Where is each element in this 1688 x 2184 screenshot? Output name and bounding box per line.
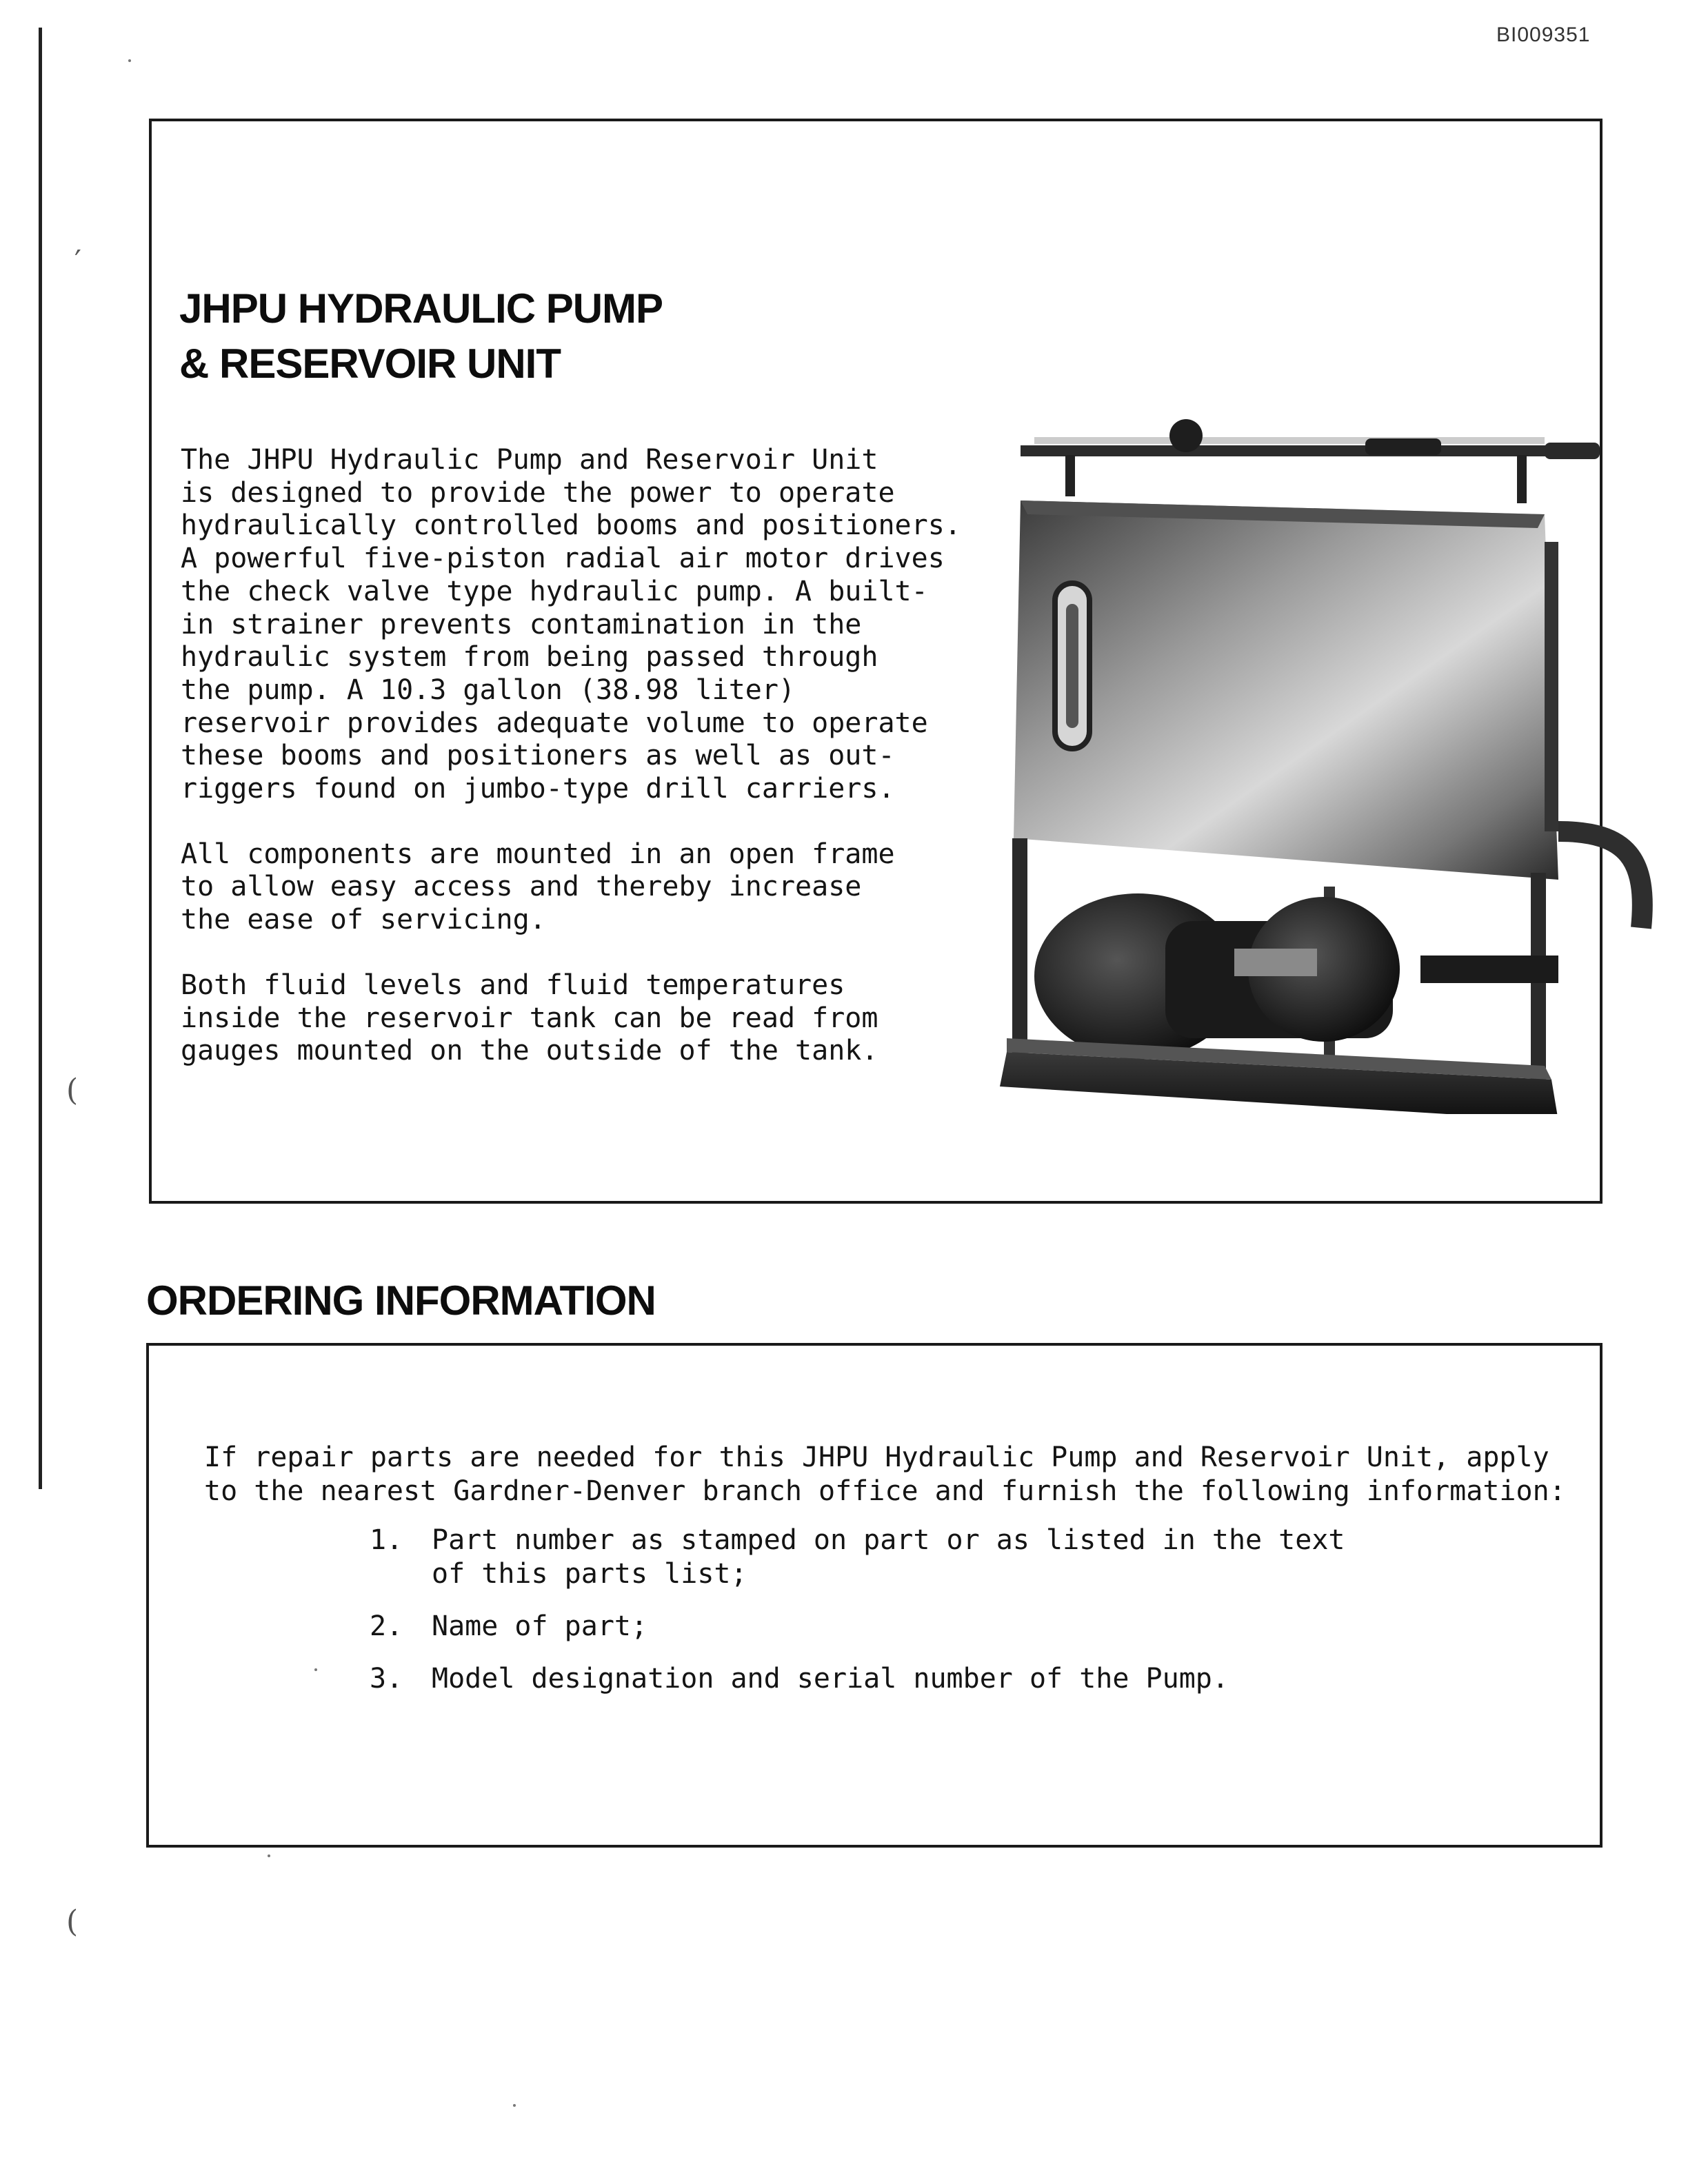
description-paragraph-1: The JHPU Hydraulic Pump and Reservoir Unit is designed to provide the power to operate hydraulically controlled booms and positioners. A powerful five-piston radial air motor drives the check valve type hydraulic pump. A built- in strainer prevents contamination in the hydraulic system from being passed through the pump. A 10.3 gallon (38.98 liter) reservoir provides adequate volume to operate these booms and positioners as well as out- riggers found on jumbo-type drill carriers. — [181, 444, 961, 805]
speck — [268, 1854, 270, 1857]
speck — [513, 2104, 516, 2107]
list-item-text: Name of part; — [432, 1610, 648, 1642]
margin-rule — [39, 28, 42, 1489]
list-item — [370, 1662, 1404, 1696]
ordering-list — [370, 1524, 1404, 1715]
ordering-intro: If repair parts are needed for this JHPU Hydraulic Pump and Reservoir Unit, apply to the nearest Gardner-Denver branch office and furnish the following information: — [204, 1442, 1566, 1507]
margin-mark: ( — [66, 1073, 79, 1108]
list-item-number: 2. — [370, 1610, 403, 1642]
list-item — [370, 1610, 1404, 1644]
ordering-heading: ORDERING INFORMATION — [146, 1277, 656, 1324]
margin-mark: ( — [66, 1904, 79, 1939]
list-item-text: Part number as stamped on part or as listed in the text of this parts list; — [432, 1524, 1345, 1590]
margin-mark: ′ — [74, 244, 81, 279]
list-item-number: 3. — [370, 1663, 403, 1695]
description-paragraph-2: All components are mounted in an open frame to allow easy access and thereby increase the ease of servicing. — [181, 838, 895, 936]
description-paragraph-3: Both fluid levels and fluid temperatures inside the reservoir tank can be read from gauges mounted on the outside of the tank. — [181, 969, 878, 1067]
product-title — [179, 281, 663, 392]
ordering-box — [146, 1343, 1602, 1848]
speck — [128, 59, 131, 62]
product-title-line-2: & RESERVOIR UNIT — [179, 341, 561, 387]
list-item-number: 1. — [370, 1524, 403, 1556]
list-item — [370, 1524, 1404, 1591]
document-id: BI009351 — [1496, 23, 1591, 46]
list-item-text: Model designation and serial number of the Pump. — [432, 1663, 1229, 1695]
product-title-line-1: JHPU HYDRAULIC PUMP — [179, 285, 663, 332]
pump-unit-photo — [938, 307, 1655, 1114]
description-text — [181, 444, 994, 1100]
description-box — [149, 119, 1602, 1204]
